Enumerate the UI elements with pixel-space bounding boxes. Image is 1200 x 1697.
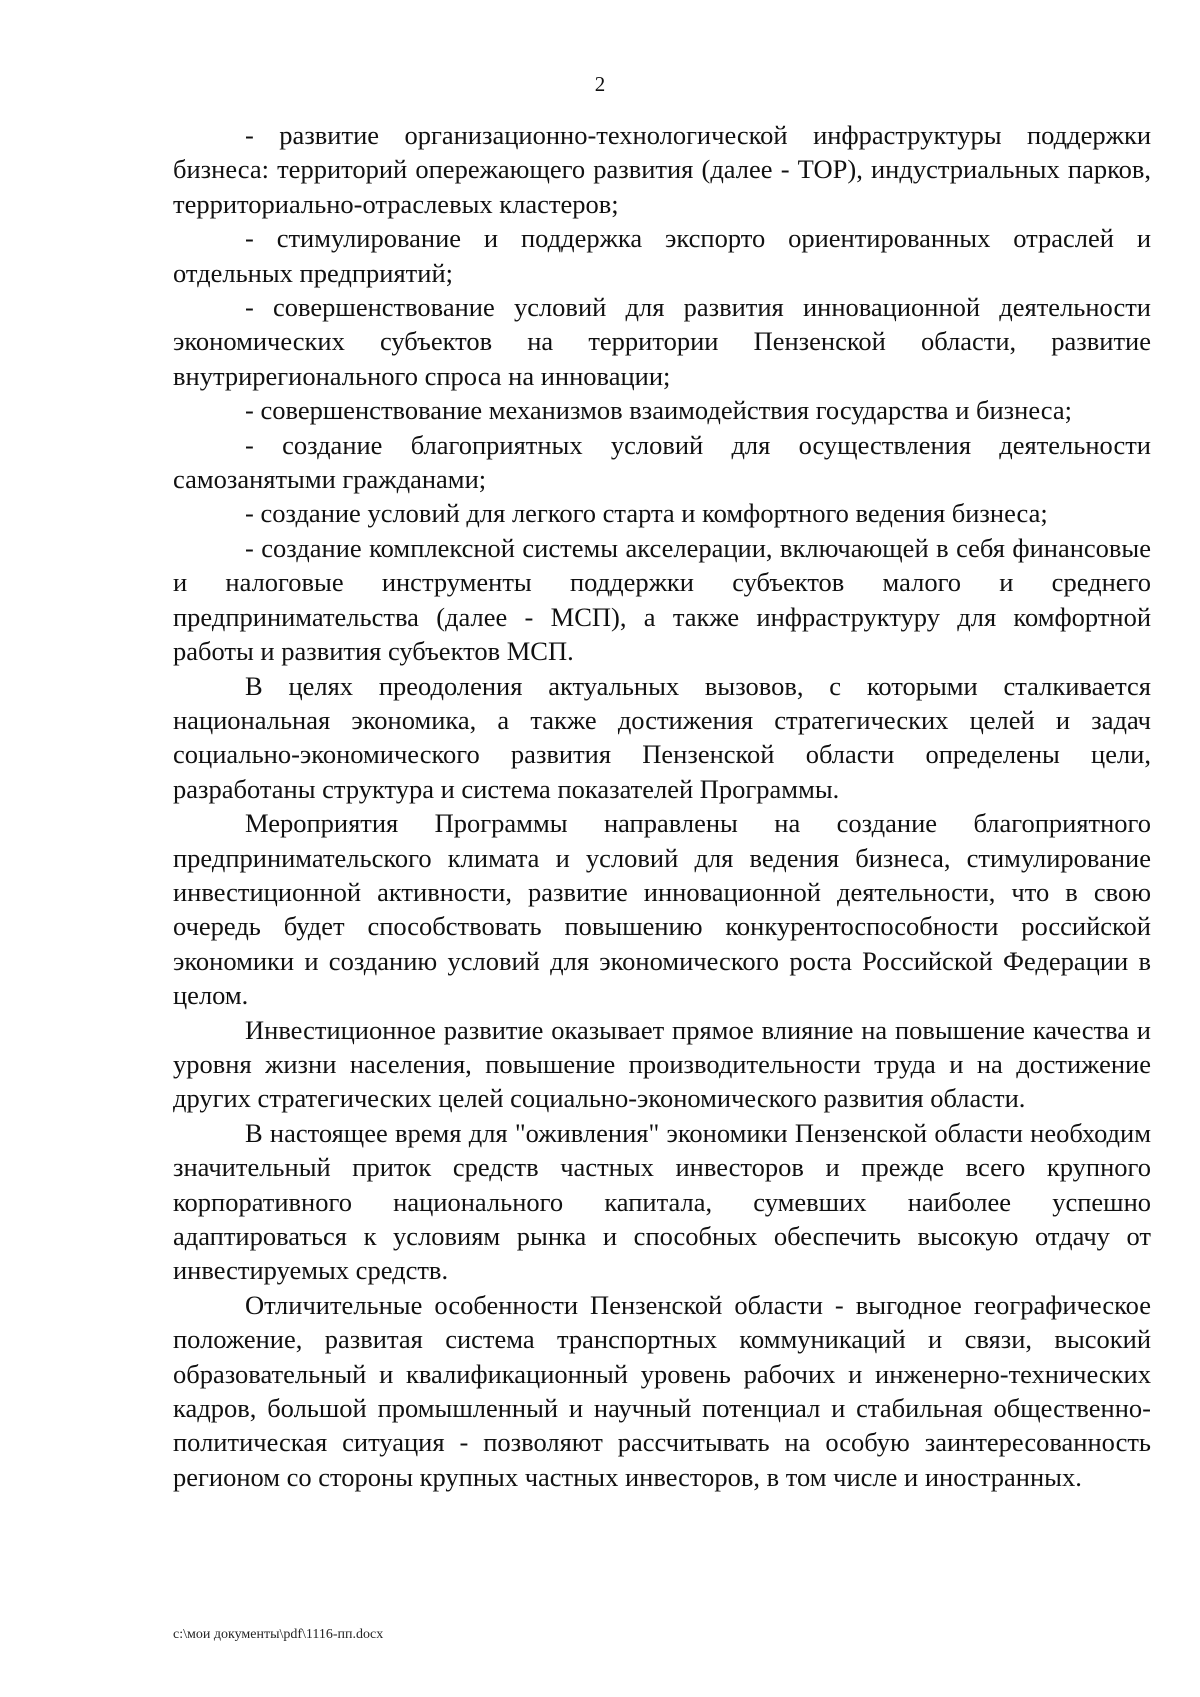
paragraph-5: - создание благоприятных условий для осуществления деятельности самозанятыми гражданами; (173, 429, 1151, 495)
paragraph-7: - создание комплексной системы акселерации, включающей в себя финансовые и налоговые инструменты поддержки субъектов малого и среднего предпринимательства (далее - МСП), а также инфраструктуру для комфортной работы и развития субъектов МСП. (173, 532, 1151, 667)
paragraph-11: В настоящее время для "оживления" экономики Пензенской области необходим значительный приток средств частных инвесторов и прежде всего крупного корпоративного национального капитала, сумевших наиболее успешно адаптироваться к условиям рынка и способных обеспечить высокую отдачу от инвестируемых средств. (173, 1117, 1151, 1286)
document-body (173, 118, 1151, 1494)
paragraph-10: Инвестиционное развитие оказывает прямое влияние на повышение качества и уровня жизни населения, повышение производительности труда и на достижение других стратегических целей социально-экономического развития области. (173, 1014, 1151, 1114)
paragraph-1: - развитие организационно-технологической инфраструктуры поддержки бизнеса: территорий опережающего развития (далее - ТОР), индустриальных парков, территориально-отраслевых кластеров; (173, 120, 1151, 219)
paragraph-12: Отличительные особенности Пензенской области - выгодное географическое положение, развитая система транспортных коммуникаций и связи, высокий образовательный и квалификационный уровень рабочих и инженерно-технических кадров, большой промышленный и научный потенциал и стабильная общественно-политическая ситуация - позволяют рассчитывать на особую заинтересованность регионом со стороны крупных частных инвесторов, в том числе и иностранных. (173, 1289, 1151, 1492)
paragraph-8: В целях преодоления актуальных вызовов, с которыми сталкивается национальная экономика, а также достижения стратегических целей и задач социально-экономического развития Пензенской области определены цели, разработаны структура и система показателей Программы. (173, 670, 1151, 804)
paragraph-6: - создание условий для легкого старта и комфортного ведения бизнеса; (245, 498, 1048, 529)
paragraph-3: - совершенствование условий для развития инновационной деятельности экономических субъектов на территории Пензенской области, развитие внутрирегионального спроса на инновации; (173, 292, 1151, 391)
page-number: 2 (594, 72, 606, 96)
paragraph-4: - совершенствование механизмов взаимодействия государства и бизнеса; (245, 395, 1072, 426)
file-path-footer: c:\мои документы\pdf\1116-пп.docx (173, 1627, 384, 1642)
paragraph-2: - стимулирование и поддержка экспорто ориентированных отраслей и отдельных предприятий; (173, 223, 1151, 288)
paragraph-9: Мероприятия Программы направлены на создание благоприятного предпринимательского климата и условий для ведения бизнеса, стимулирование инвестиционной активности, развитие инновационной деятельности, что в свою очередь будет способствовать повышению конкурентоспособности российской экономики и созданию условий для экономического роста Российской Федерации в целом. (173, 808, 1151, 1011)
